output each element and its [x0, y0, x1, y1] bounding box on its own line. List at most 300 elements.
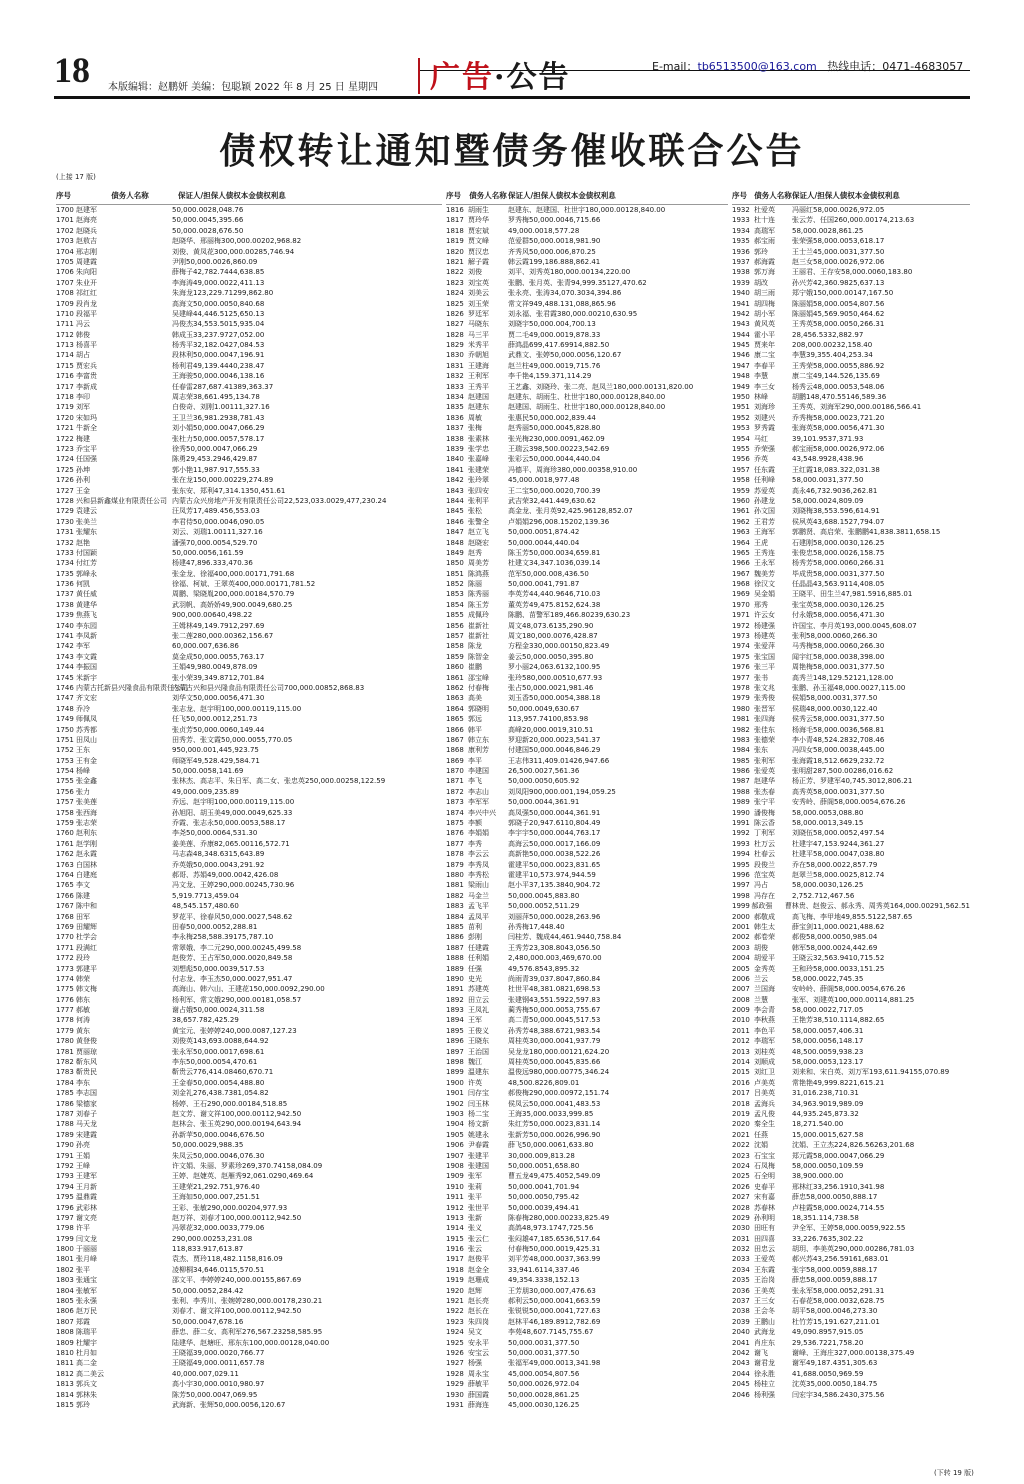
cell-debtor: 郭兵文: [76, 1380, 97, 1389]
table-row: [446, 1234, 728, 1244]
cell-interest: 34,659.81: [564, 548, 601, 557]
cell-interest: 13,459.04: [203, 891, 239, 900]
cell-principal: 41,688.00: [792, 1369, 828, 1378]
table-row: [732, 215, 970, 225]
cell-no: 1812: [56, 1369, 74, 1378]
cell-no: 1726: [56, 476, 74, 485]
cell-principal: 50,000.00: [508, 798, 544, 807]
cell-guarantor: 黄宝元、张婷婷: [172, 1026, 221, 1035]
cell-debtor: 张东: [754, 746, 768, 755]
cell-debtor: 王利军: [468, 372, 489, 381]
table-row: [732, 205, 970, 215]
cell-debtor: 杨桂立: [754, 1380, 775, 1389]
cell-guarantor: 沈英: [792, 1380, 806, 1389]
cell-guarantor: 任晶晶: [792, 580, 813, 589]
cell-debtor: 李富贵: [76, 372, 97, 381]
cell-no: 1888: [446, 954, 464, 963]
cell-debtor: 王秀平: [468, 382, 489, 391]
table-row: [732, 1390, 970, 1400]
cell-debtor: 张云仁: [468, 1234, 489, 1243]
cell-debtor: 田旺有: [754, 1224, 775, 1233]
cell-debtor: 孟凡俊: [754, 1109, 775, 1118]
cell-no: 1869: [446, 756, 464, 765]
cell-principal: 26,500.00: [508, 767, 544, 776]
cell-principal: 58,000.00: [806, 1276, 842, 1285]
table-row: [446, 382, 728, 392]
cell-principal: 22,523,033.00: [284, 496, 336, 505]
table-row: [446, 870, 728, 880]
cell-principal: 58,000.00: [813, 1286, 849, 1295]
cell-no: 1728: [56, 496, 74, 505]
cell-debtor: 张敏军: [76, 1286, 97, 1295]
cell-interest: 146,589.36: [846, 393, 887, 402]
cell-no: 1939: [732, 278, 750, 287]
cell-interest: 25,637.13: [848, 278, 885, 287]
cell-no: 1738: [56, 600, 74, 609]
cell-no: 1783: [56, 1068, 74, 1077]
cell-interest: 60,266.30: [841, 632, 878, 641]
cell-no: 1891: [446, 985, 464, 994]
cell-no: 1779: [56, 1026, 74, 1035]
cell-principal: 32,441.44: [529, 496, 565, 505]
cell-debtor: 贾汉忠: [468, 247, 489, 256]
cell-principal: 290,000.00: [529, 1089, 570, 1098]
cell-guarantor: 冯德平、周海珍: [508, 465, 557, 474]
cell-debtor: 田忠云: [754, 1245, 775, 1254]
cell-guarantor: 王海骏: [172, 372, 193, 381]
cell-guarantor: 郭晓子: [508, 819, 529, 828]
cell-principal: 49,999.82: [813, 1078, 849, 1087]
cell-interest: 11,657.78: [228, 1359, 265, 1368]
cell-principal: 30,000.00: [529, 1286, 565, 1295]
cell-guarantor: 高二青: [508, 1016, 529, 1025]
cell-principal: 17,489.45: [193, 507, 229, 516]
table-row: [732, 984, 970, 994]
cell-interest: 0.00: [827, 1172, 844, 1181]
cell-guarantor: 田春: [172, 922, 186, 931]
cell-interest: 56,471.30: [848, 611, 885, 620]
cell-debtor: 潘俊梅: [754, 808, 775, 817]
cell-principal: 5,919.77: [172, 891, 204, 900]
table-row: [732, 475, 970, 485]
table-row: [446, 641, 728, 651]
cell-debtor: 赵金全: [468, 1265, 489, 1274]
table-row: [56, 932, 442, 942]
cell-no: 1971: [732, 611, 750, 620]
cell-principal: 92,061.02: [242, 1172, 278, 1181]
cell-guarantor: 范军: [508, 569, 522, 578]
table-row: [56, 382, 442, 392]
cell-interest: 131,820.00: [653, 382, 694, 391]
table-row: [732, 953, 970, 963]
cell-principal: 49,900.00: [221, 600, 257, 609]
cell-no: 1988: [732, 787, 750, 796]
table-row: [732, 496, 970, 506]
cell-interest: 11,658.15: [904, 528, 941, 537]
cell-interest: 116,572.71: [249, 839, 290, 848]
cell-guarantor: 莫金成: [172, 652, 193, 661]
cell-debtor: 康利芳: [468, 746, 489, 755]
cell-guarantor: 张海英: [792, 424, 813, 433]
cell-no: 1744: [56, 663, 74, 672]
table-row: [446, 1244, 728, 1254]
cell-debtor: 林峰: [754, 393, 768, 402]
cell-guarantor: 姜云: [508, 652, 522, 661]
cell-principal: 290,000.00: [221, 943, 262, 952]
cell-debtor: 陈智金: [468, 652, 489, 661]
table-row: [446, 475, 728, 485]
cell-debtor: 张学忠: [468, 444, 489, 453]
cell-no: 1818: [446, 226, 464, 235]
cell-interest: 21,758.20: [827, 1338, 864, 1347]
cell-no: 2000: [732, 912, 750, 921]
table-row: [56, 444, 442, 454]
cell-principal: 49,980.00: [186, 663, 222, 672]
cell-guarantor: 贾二毛: [508, 330, 529, 339]
header-guarantor: 保证人/担保人: [508, 190, 556, 200]
table-row: [732, 621, 970, 631]
cell-guarantor: 尚雨青: [508, 974, 529, 983]
cell-guarantor: 高鸽: [508, 1224, 522, 1233]
cell-debtor: 李军: [76, 642, 90, 651]
cell-no: 1776: [56, 995, 74, 1004]
table-row: [732, 610, 970, 620]
table-row: [446, 984, 728, 994]
cell-debtor: 宋有嘉: [754, 1193, 775, 1202]
cell-debtor: 赵建东: [468, 403, 489, 412]
cell-no: 1920: [446, 1286, 464, 1295]
cell-debtor: 杜春云: [754, 850, 775, 859]
cell-guarantor: 杜建平: [792, 850, 813, 859]
cell-guarantor: 杨海毛: [792, 725, 813, 734]
cell-no: 1943: [732, 320, 750, 329]
cell-no: 1782: [56, 1058, 74, 1067]
cell-principal: 269,370.74: [242, 1161, 283, 1170]
cell-principal: 50,000.00: [529, 1099, 565, 1108]
cell-debtor: 宋如玛: [76, 413, 97, 422]
cell-guarantor: 赵小平: [508, 881, 529, 890]
cell-interest: 39,517.53: [228, 964, 265, 973]
table-row: [732, 319, 970, 329]
cell-guarantor: 张利: [792, 632, 806, 641]
cell-no: 1762: [56, 850, 74, 859]
cell-principal: 48,073.61: [522, 621, 558, 630]
cell-no: 1821: [446, 257, 464, 266]
cell-interest: 26,972.06: [848, 444, 885, 453]
cell-principal: 70,000.00: [186, 538, 222, 547]
cell-principal: 50,000.00: [193, 351, 229, 360]
cell-interest: 22,587.65: [876, 912, 913, 921]
cell-guarantor: 刘金礼: [172, 1089, 193, 1098]
cell-principal: 50,000.00: [508, 1203, 544, 1212]
cell-principal: 208,000.00: [792, 341, 833, 350]
cell-guarantor: 张宇: [792, 1265, 806, 1274]
table-row: [732, 486, 970, 496]
cell-principal: 48,545.15: [172, 902, 208, 911]
cell-debtor: 齐文宏: [76, 694, 97, 703]
table-row: [732, 932, 970, 942]
cell-principal: 287,500.00: [813, 767, 854, 776]
cell-guarantor: 刘平芳: [508, 1255, 529, 1264]
cell-guarantor: 沈娟、王立杰: [792, 1141, 834, 1150]
cell-principal: 49,187.43: [806, 1359, 842, 1368]
cell-principal: 43,551.59: [529, 995, 565, 1004]
cell-debtor: 徐汉文: [754, 580, 775, 589]
cell-debtor: 牛新全: [76, 424, 97, 433]
table-row: [446, 891, 728, 901]
cell-no: 1896: [446, 1037, 464, 1046]
cell-principal: 50,000.00: [193, 1193, 229, 1202]
cell-interest: 26,809.01: [543, 1078, 580, 1087]
cell-guarantor: 蔺秀梅: [508, 1006, 529, 1015]
cell-principal: 35,000.00: [522, 1109, 558, 1118]
table-row: [56, 1213, 442, 1223]
cell-principal: 50,000.00: [193, 725, 229, 734]
cell-principal: 50,000.00: [508, 1348, 544, 1357]
table-row: [56, 1244, 442, 1254]
cell-principal: 50,000.00: [529, 746, 565, 755]
table-row: [446, 725, 728, 735]
cell-interest: 389,363.37: [233, 382, 274, 391]
cell-principal: 58,000.00: [813, 746, 849, 755]
cell-no: 2001: [732, 922, 750, 931]
table-row: [732, 600, 970, 610]
cell-no: 1711: [56, 320, 74, 329]
cell-guarantor: 刘来和、宋白英、刘万军: [792, 1068, 869, 1077]
cell-guarantor: 李英芳: [508, 590, 529, 599]
cell-interest: 31,377.50: [848, 569, 885, 578]
cell-debtor: 李瑞军: [754, 1037, 775, 1046]
cell-interest: 23,721.20: [848, 413, 885, 422]
cell-no: 1955: [732, 444, 750, 453]
cell-no: 1813: [56, 1380, 74, 1389]
cell-no: 1969: [732, 590, 750, 599]
cell-principal: 49,000.00: [508, 226, 544, 235]
cell-debtor: 李秀松: [468, 871, 489, 879]
cell-debtor: 李秀凤: [468, 860, 489, 869]
cell-debtor: 韩东: [76, 995, 90, 1004]
cell-no: 1828: [446, 330, 464, 339]
table-row: [446, 278, 728, 288]
cell-principal: 4,159.37: [529, 372, 561, 381]
table-row: [446, 589, 728, 599]
table-row: [56, 402, 442, 412]
cell-guarantor: 卢娟娟: [508, 517, 529, 526]
cell-guarantor: 武海新、张辉: [172, 1400, 214, 1409]
cell-no: 1823: [446, 278, 464, 287]
cell-debtor: 薛国霞: [468, 1390, 489, 1399]
table-row: [56, 215, 442, 225]
table-row: [446, 1286, 728, 1296]
cell-debtor: 韩生太: [754, 922, 775, 931]
cell-no: 1800: [56, 1245, 74, 1254]
cell-interest: 14,337.46: [543, 1265, 580, 1274]
cell-guarantor: 周鹏、梁晓胤: [172, 590, 214, 599]
table-row: [732, 1088, 970, 1098]
cell-no: 2006: [732, 974, 750, 983]
email-link[interactable]: tb6513500@163.com: [697, 60, 817, 73]
table-row: [732, 787, 970, 797]
cell-principal: 49,000.00: [207, 871, 243, 879]
cell-principal: 32,000.00: [193, 1224, 229, 1233]
table-row: [446, 423, 728, 433]
cell-no: 1904: [446, 1120, 464, 1129]
cell-debtor: 王俊义: [468, 1026, 489, 1035]
cell-interest: 33,999.85: [557, 1109, 594, 1118]
table-row: [732, 995, 970, 1005]
header-no: 序号: [56, 190, 71, 200]
table-row: [56, 693, 442, 703]
cell-interest: 32,628.75: [848, 1297, 885, 1306]
cell-principal: 100,000.00: [221, 1213, 262, 1222]
cell-interest: 914,882.50: [569, 341, 610, 350]
cell-debtor: 内蒙古托新县兴隆食品有限责任公司: [76, 683, 188, 692]
cell-interest: 56,471.30: [848, 424, 885, 433]
cell-interest: 49,680.25: [256, 600, 293, 609]
cell-interest: 50,451.61: [249, 486, 286, 495]
table-row: [446, 496, 728, 506]
cell-interest: 7,555.33: [228, 465, 260, 474]
table-row: [732, 444, 970, 454]
cell-no: 1959: [732, 486, 750, 495]
cell-no: 1808: [56, 1328, 74, 1337]
cell-no: 1736: [56, 580, 74, 589]
cell-no: 1832: [446, 372, 464, 381]
table-row: [56, 995, 442, 1005]
table-row: [446, 1182, 728, 1192]
cell-interest: 31,377.50: [848, 247, 885, 256]
cell-guarantor: 高海山、韩六山、王建花: [172, 985, 249, 994]
cell-interest: 61,633.80: [557, 1141, 594, 1150]
cell-debtor: 苏建英: [468, 985, 489, 994]
cell-principal: 50,000.00: [186, 1058, 222, 1067]
cell-interest: 50,888.17: [841, 1193, 878, 1202]
cell-no: 2041: [732, 1338, 750, 1347]
cell-interest: 21,698.53: [564, 985, 601, 994]
cell-interest: 22,717.05: [827, 1006, 864, 1015]
table-row: [732, 371, 970, 381]
cell-guarantor: 汪凤芳: [172, 507, 193, 516]
cell-interest: 50,985.04: [841, 933, 878, 942]
cell-no: 1778: [56, 1016, 74, 1025]
cell-no: 1940: [732, 289, 750, 298]
cell-no: 1703: [56, 237, 74, 246]
cell-interest: 57,578.17: [228, 434, 265, 443]
cell-debtor: 张玲翠: [468, 476, 489, 485]
table-row: [446, 215, 728, 225]
table-row: [56, 1161, 442, 1171]
cell-debtor: 李慧: [754, 372, 768, 381]
table-row: [446, 309, 728, 319]
cell-guarantor: 罗小丽: [508, 663, 529, 672]
cell-interest: 175,787.10: [233, 933, 274, 942]
cell-no: 1950: [732, 393, 750, 402]
cell-no: 1735: [56, 569, 74, 578]
cell-no: 2023: [732, 1151, 750, 1160]
cell-principal: 58,000.00: [813, 569, 849, 578]
cell-no: 1739: [56, 611, 74, 620]
cell-interest: 426,947.66: [569, 756, 610, 765]
cell-no: 1799: [56, 1234, 74, 1243]
cell-guarantor: 杜世平: [508, 985, 529, 994]
cell-debtor: 李平: [468, 756, 482, 765]
cell-interest: 53,123.17: [827, 1058, 864, 1067]
cell-debtor: 赵利东: [76, 829, 97, 838]
cell-principal: 58,000.00: [806, 1307, 842, 1316]
cell-guarantor: 乔在: [792, 860, 806, 869]
table-row: [446, 693, 728, 703]
cell-debtor: 杨二宝: [468, 1109, 489, 1118]
cell-guarantor: 徐秀: [172, 444, 186, 453]
cell-interest: 54,488.80: [228, 1078, 265, 1087]
cell-principal: 50,000.00: [193, 1078, 229, 1087]
cell-no: 1725: [56, 465, 74, 474]
table-row: [732, 330, 970, 340]
table-row: [732, 652, 970, 662]
cell-guarantor: 陆建华、赵塘旺、邢东东: [172, 1338, 249, 1347]
table-row: [56, 350, 442, 360]
table-row: [446, 631, 728, 641]
cell-principal: 50,000.00: [186, 715, 222, 724]
cell-guarantor: 赵林会、张玉英: [172, 1120, 221, 1129]
cell-debtor: 郝海霞: [754, 257, 775, 266]
cell-no: 1756: [56, 787, 74, 796]
cell-debtor: 杨喜平: [76, 341, 97, 350]
cell-no: 1991: [732, 819, 750, 828]
cell-no: 2044: [732, 1369, 750, 1378]
cell-interest: 43,056.50: [564, 943, 601, 952]
table-row: [732, 818, 970, 828]
cell-debtor: 苏爱英: [754, 486, 775, 495]
cell-guarantor: 乔英娥: [172, 860, 193, 869]
table-row: [732, 236, 970, 246]
cell-guarantor: 李苑: [508, 1328, 522, 1337]
table-column-1: [56, 186, 442, 1410]
cell-guarantor: 李小青: [792, 735, 813, 744]
cell-principal: 38,900.00: [792, 1172, 828, 1181]
cell-interest: 27,561.36: [543, 767, 580, 776]
cell-principal: 50,000.00: [221, 735, 257, 744]
cell-principal: 50,000.00: [508, 777, 544, 786]
cell-interest: 22,857.79: [841, 860, 878, 869]
cell-no: 1960: [732, 496, 750, 505]
cell-guarantor: 杨建: [172, 559, 186, 568]
cell-no: 2020: [732, 1120, 750, 1129]
cell-interest: 8,710.31: [827, 1089, 859, 1098]
cell-debtor: 梁德家: [76, 1099, 97, 1108]
cell-principal: 58,000.00: [806, 694, 842, 703]
cell-no: 1929: [446, 1380, 464, 1389]
cell-principal: 180,000.00: [522, 632, 563, 641]
cell-principal: 50,000.00: [214, 819, 250, 828]
cell-debtor: 张世平: [468, 1203, 489, 1212]
cell-interest: 32,882.97: [827, 330, 864, 339]
cell-debtor: 乔朝旭: [468, 351, 489, 360]
cell-guarantor: 王婷、赵婕英、赵雁秀: [172, 1172, 242, 1181]
cell-principal: 58,000.00: [813, 444, 849, 453]
cell-no: 2026: [732, 1182, 750, 1191]
cell-debtor: 赵敖吉: [76, 237, 97, 246]
table-row: [446, 1005, 728, 1015]
cell-debtor: 魏江: [468, 1058, 482, 1067]
table-row: [56, 901, 442, 911]
table-row: [446, 1109, 728, 1119]
cell-debtor: 李振国: [76, 663, 97, 672]
cell-no: 1975: [732, 652, 750, 661]
cell-no: 1743: [56, 652, 74, 661]
cell-debtor: 郭峰永: [76, 569, 97, 578]
table-row: [446, 486, 728, 496]
